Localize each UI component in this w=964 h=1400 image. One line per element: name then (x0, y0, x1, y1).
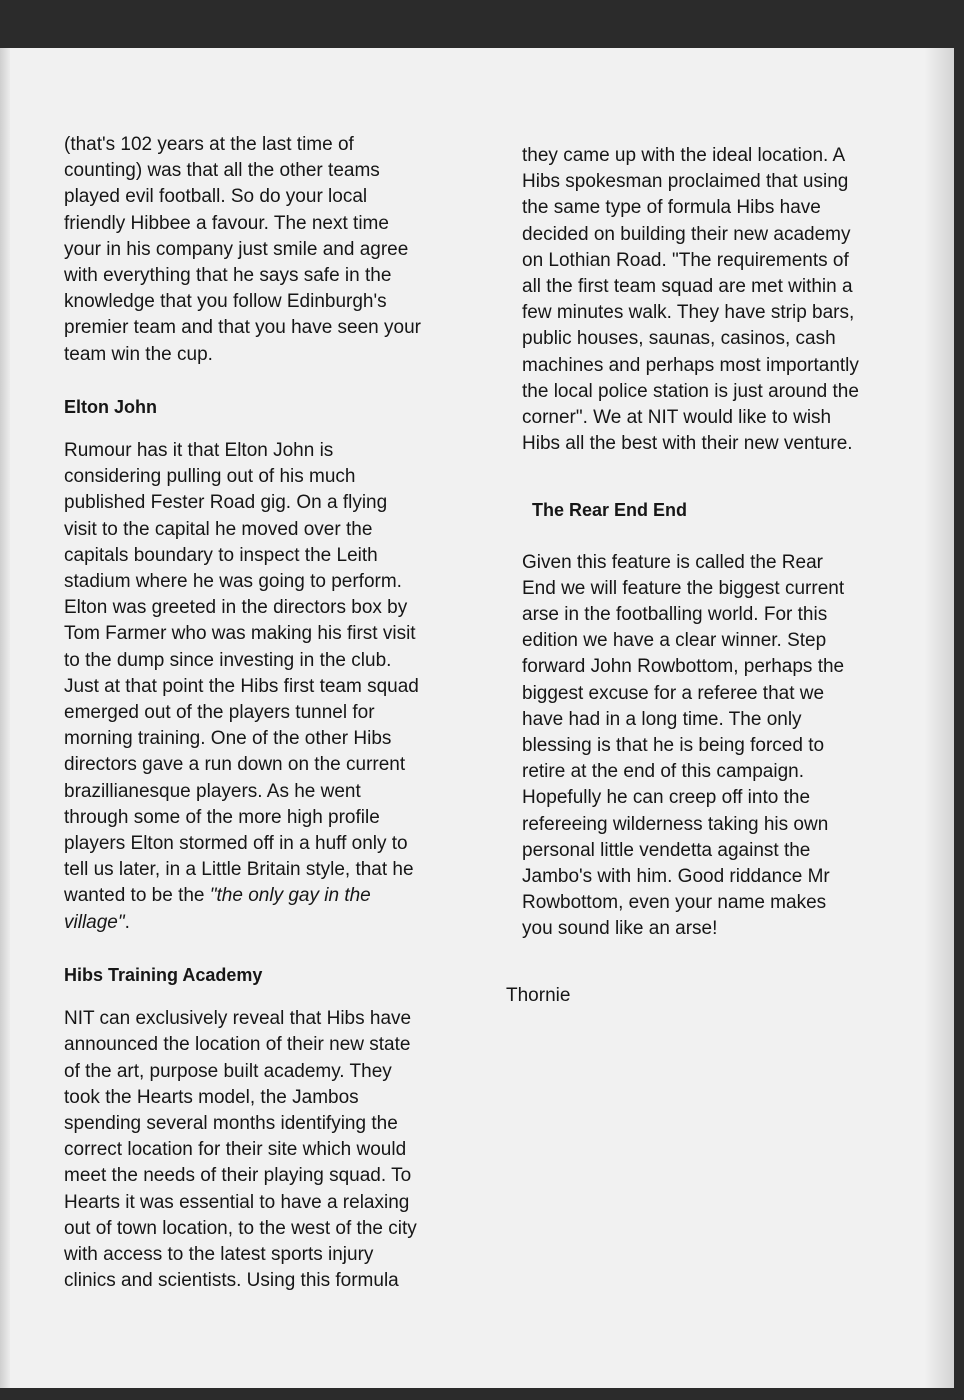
rear-end-heading: The Rear End End (532, 500, 688, 521)
author-signoff: Thornie (506, 984, 571, 1006)
rear-end-paragraph: Given this feature is called the Rear End we will feature the biggest current arse in the footballing world. For this edition we have a clear winner. Step forward John Rowbottom, perhaps the biggest excuse for a referee that we have had in a long time. The only blessing is that he is being forced to retire at the end of this campaign. Hopefully he can creep off into the refereeing wilderness taking his own personal little vendetta against the Jambo's with him. Good riddance Mr Rowbottom, even your name makes you sound like an arse! (522, 551, 845, 940)
left-column (64, 132, 494, 1294)
elton-john-end: . (124, 911, 130, 933)
elton-john-quote: "the only gay in the village" (64, 885, 371, 933)
academy-continued-paragraph: they came up with the ideal location. A Hibs spokesman proclaimed that using the same type of formula Hibs have decided on building their new academy on Lothian Road. "The requirements of all the first team squad are met within a few minutes walk. They have strip bars, public houses, saunas, casinos, cash machines and perhaps most importantly the local police station is just around the corner". We at NIT would like to wish Hibs all the best with their new venture. (522, 145, 859, 455)
right-column (506, 143, 952, 1009)
elton-john-paragraph (64, 438, 494, 936)
magazine-page (0, 48, 954, 1388)
elton-john-heading: Elton John (64, 396, 157, 417)
elton-john-text: Rumour has it that Elton John is considering pulling out of his much published Fester Road gig. On a flying visit to the capital he moved over the capitals boundary to inspect the Leith stadium where he was going to perform. Elton was greeted in the directors box by Tom Farmer who was making his first visit to the dump since investing in the club. Just at that point the Hibs first team squad emerged out of the players tunnel for morning training. One of the other Hibs directors gave a run down on the current brazillianesque players. As he went through some of the more high profile players Elton stormed off in a huff only to tell us later, in a Little Britain style, that he wanted to be the (64, 440, 419, 907)
page-edge (0, 48, 10, 1388)
training-academy-paragraph: NIT can exclusively reveal that Hibs have announced the location of their new state of the art, purpose built academy. They took the Hearts model, the Jambos spending several months identifying the correct location for their site which would meet the needs of their playing squad. To Hearts it was essential to have a relaxing out of town location, to the west of the city with access to the latest sports injury clinics and scientists. Using this formula (64, 1008, 417, 1292)
intro-paragraph: (that's 102 years at the last time of counting) was that all the other teams played evil football. So do your local friendly Hibbee a favour. The next time your in his company just smile and agree with everything that he says safe in the knowledge that you follow Edinburgh's premier team and that you have seen your team win the cup. (64, 134, 421, 365)
training-academy-heading: Hibs Training Academy (64, 964, 263, 985)
